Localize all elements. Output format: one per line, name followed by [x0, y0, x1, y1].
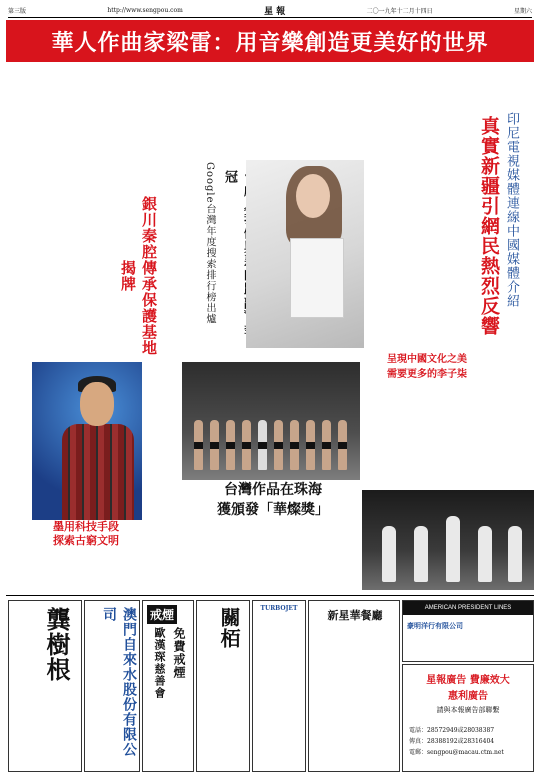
ad-macau-water-name: 澳門自來水股份有限公司: [101, 607, 137, 757]
tech-title-2: 探索古窮文明: [53, 534, 119, 547]
ad-jieyan-line1: 免費戒煙: [172, 627, 186, 679]
page-number: 第三版: [8, 8, 27, 15]
side-kicker: 印尼電視媒體連線中國媒體介紹: [504, 112, 519, 308]
lizijing-title-1: 呈現中國文化之美: [387, 354, 467, 365]
models-stage-photo: [182, 362, 360, 480]
main-headline: 華人作曲家梁雷：用音樂創造更美好的世界: [6, 20, 534, 62]
ad-xingbao-email[interactable]: 電郵：sengpou@macau.ctm.net: [409, 749, 504, 756]
taiwan-title-1: 冠: [222, 170, 237, 184]
ad-xinxing-name: 新星華餐廳: [327, 609, 383, 622]
ad-turbojet: [252, 600, 306, 772]
qinqiang-title: 銀川秦腔傳承保護基地揭牌: [119, 196, 158, 356]
ad-apl-brand: AMERICAN PRESIDENT LINES: [403, 601, 533, 615]
ad-macau-water: [84, 600, 140, 772]
weekday: 星期六: [513, 8, 532, 15]
issue-date: 二〇一九年十二月十四日: [366, 8, 433, 15]
ad-xingbao-contacts: [409, 725, 504, 758]
ad-turbojet-brand: TURBOJET: [260, 605, 298, 612]
ad-xingbao-line2: 惠利廣告: [448, 691, 488, 702]
left-narrow-text: [8, 354, 30, 524]
masthead: 星 報: [264, 7, 286, 17]
ad-apl-agent: 豪明洋行有限公司: [407, 621, 463, 630]
zhuhai-article-text: [190, 524, 360, 592]
page-header: [8, 4, 532, 18]
tech-article-text: [8, 550, 188, 592]
ad-gonggong-text: [13, 705, 79, 769]
actress-photo: [246, 160, 364, 348]
zhuhai-title-1: 台灣作品在珠海: [224, 482, 322, 498]
taiwan-article-text: [8, 226, 116, 346]
ad-xinxing-text: [313, 625, 397, 767]
lizijing-title-2: 需要更多的李子柒: [387, 369, 467, 380]
ad-xingbao-line3: 請與本報廣告部聯繫: [436, 706, 500, 714]
zhuhai-title: [190, 480, 356, 520]
ad-apl: [402, 600, 534, 662]
side-title: 真實新疆引網民熱烈反響: [478, 116, 500, 336]
website-url[interactable]: http://www.sengpou.com: [107, 7, 183, 14]
ad-jieyan-line2: 歐漢琛慈善會: [153, 627, 166, 699]
ad-guanbai-name: 關栢: [217, 607, 241, 649]
lizijing-title: [362, 352, 492, 382]
ad-turbojet-timetable: [256, 617, 304, 767]
ad-guanbai-text: [200, 701, 248, 767]
ad-xingbao: [402, 664, 534, 772]
taiwan-title-2: Google台灣年度搜索排行榜出爐: [204, 162, 215, 325]
ad-gonggong: [8, 600, 82, 772]
tech-title: [40, 520, 132, 548]
ad-xinxing: [308, 600, 400, 772]
ad-jieyan-title: 戒煙: [147, 605, 177, 624]
ad-jieyan: [142, 600, 194, 772]
man-photo: [32, 362, 142, 520]
ad-gonggong-name: 龔樹根: [42, 607, 71, 682]
ad-xingbao-line1: 星報廣告 費廉效大: [426, 675, 510, 686]
ad-xingbao-phone: 電話：28572949或28038387: [409, 727, 495, 734]
lead-article-text-col3: [364, 66, 484, 162]
ad-xingbao-fax: 傳真：28388192或28316404: [409, 738, 495, 745]
side-article-text: [362, 168, 470, 343]
ad-guanbai: [196, 600, 250, 772]
ads-divider: [6, 595, 534, 596]
lead-article-text-col2: [180, 66, 360, 152]
tech-title-1: 墨用科技手段: [53, 520, 119, 533]
zhuhai-title-2: 獲頒發「華燦獎」: [217, 502, 329, 518]
award-ceremony-photo: [362, 490, 534, 590]
ad-apl-text: [407, 633, 531, 661]
